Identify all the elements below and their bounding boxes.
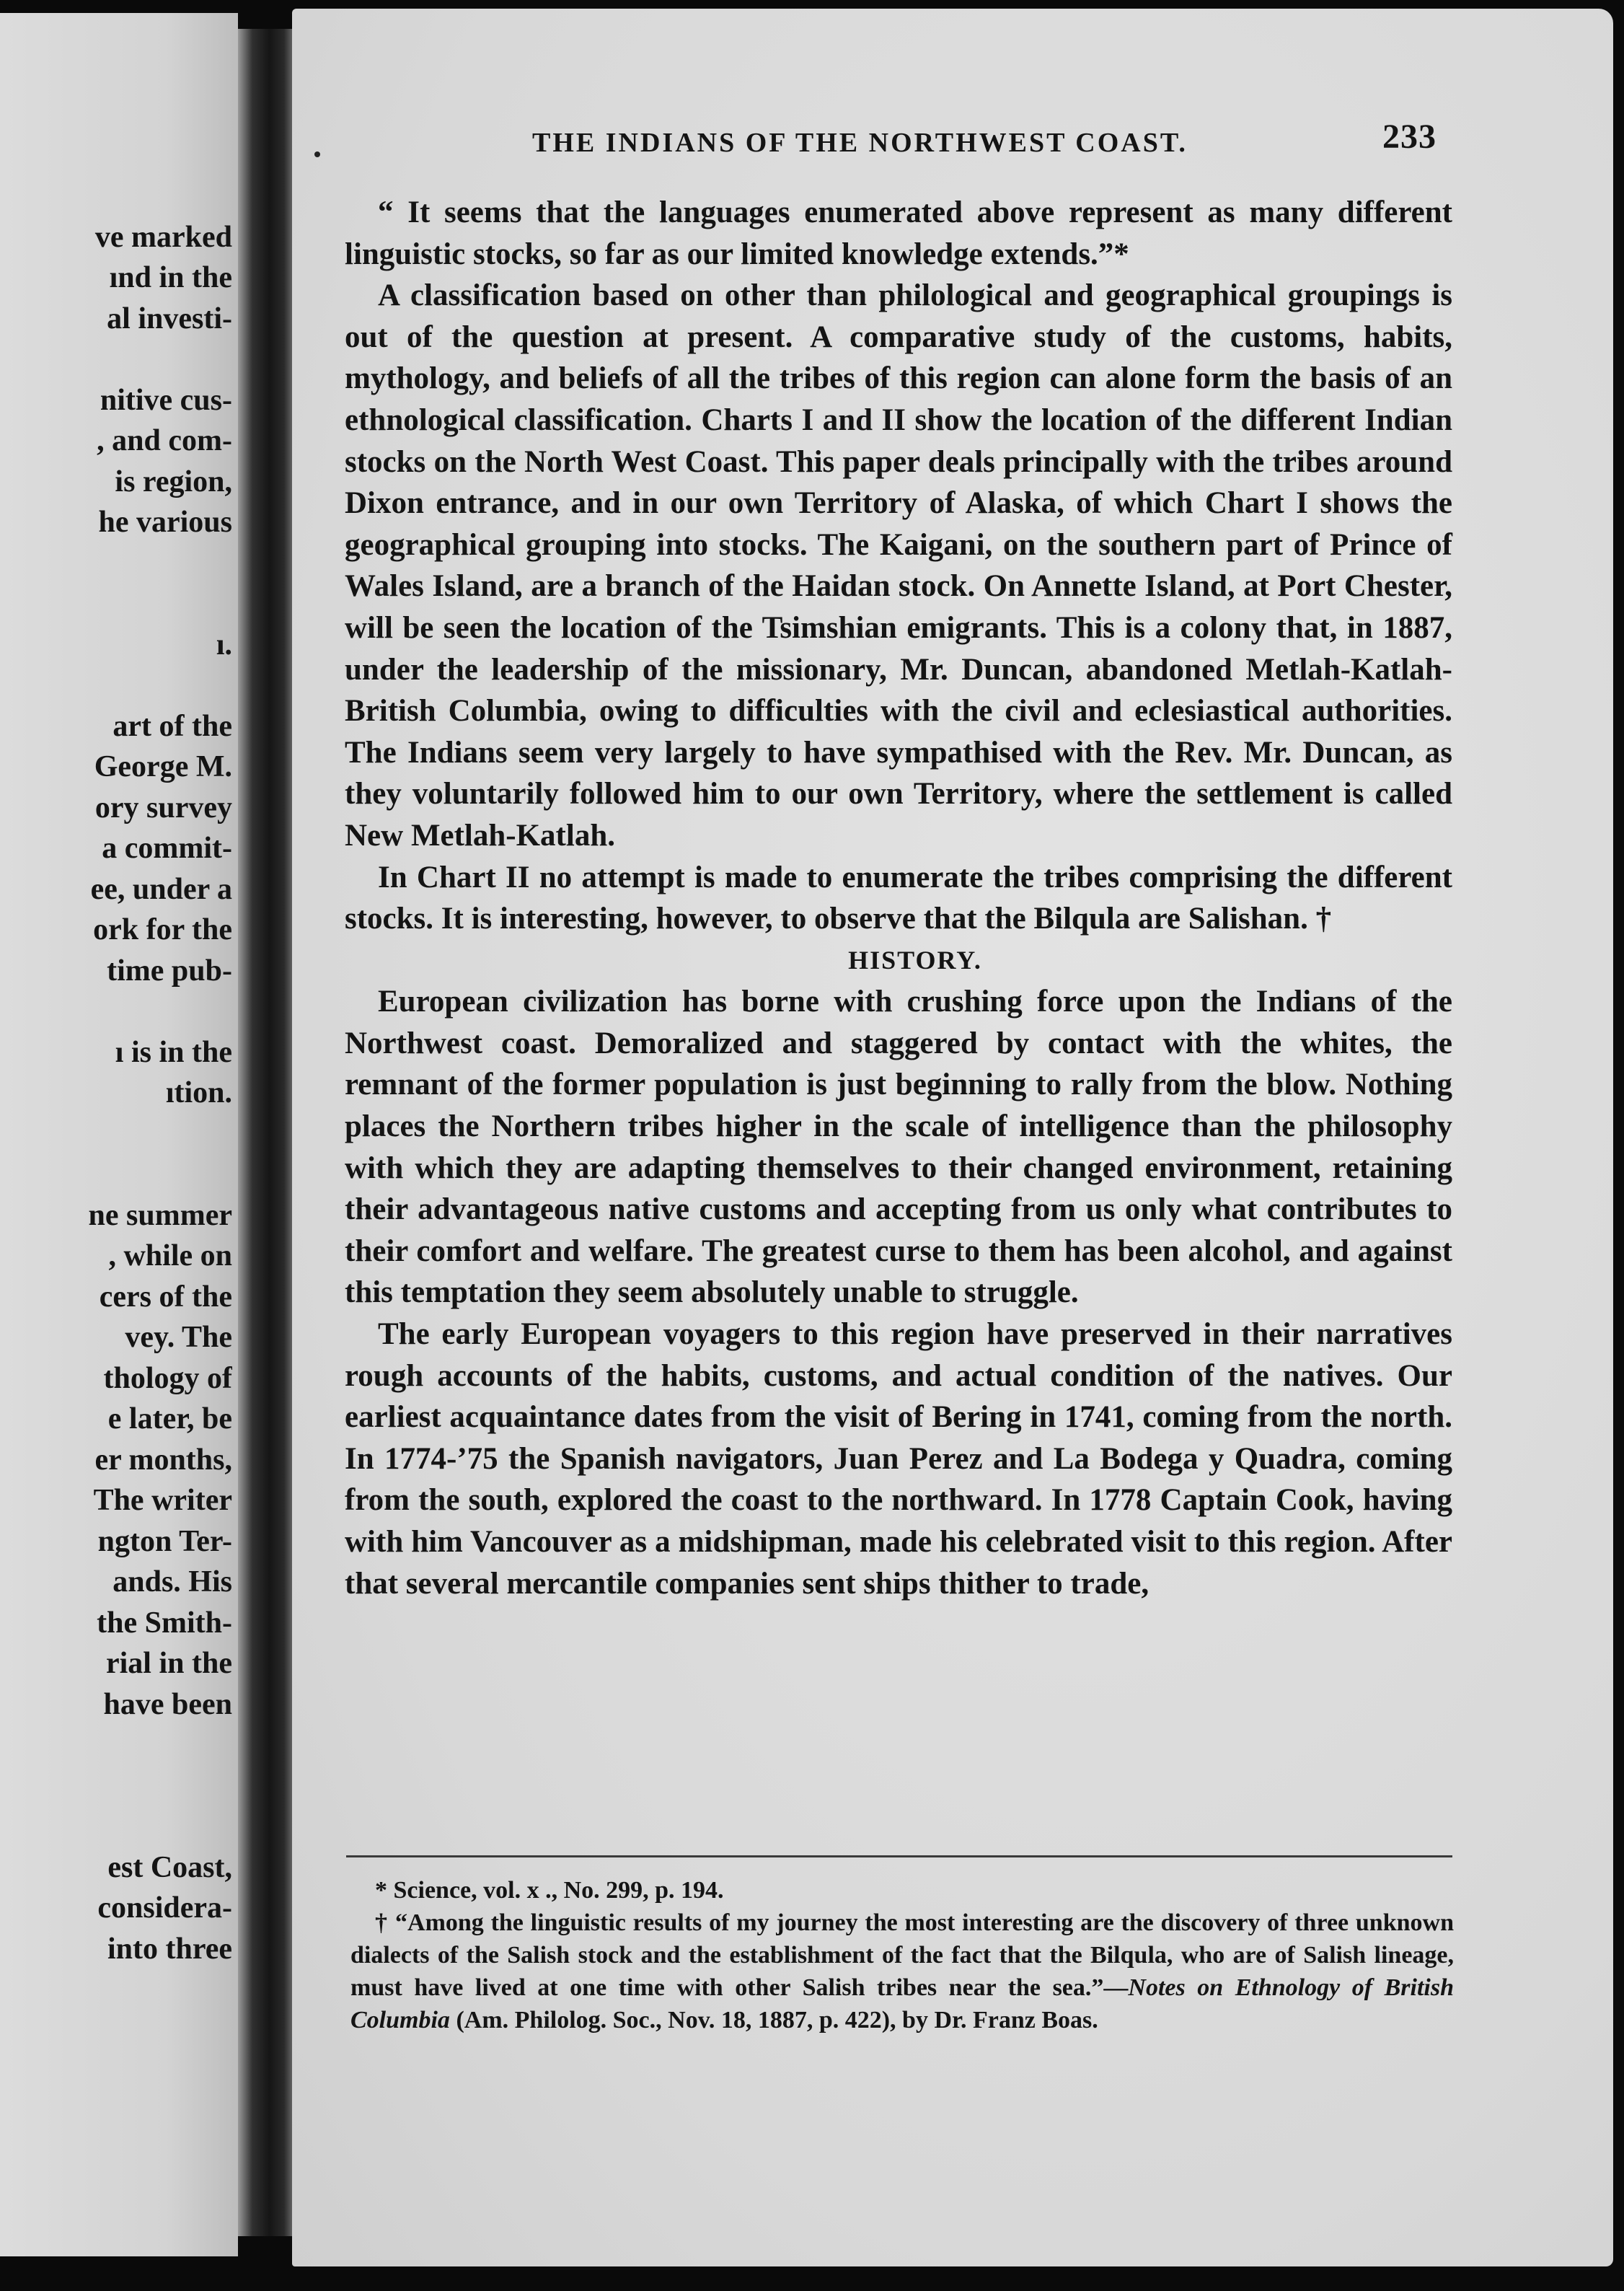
left-page-line: a commit- (102, 832, 232, 865)
page-number: 233 (1382, 118, 1437, 156)
footnote-rule (346, 1855, 1452, 1857)
left-page-line (0, 13, 232, 54)
left-page-line: considera- (97, 1891, 232, 1925)
left-page-line (0, 1766, 232, 1807)
left-page-line (0, 54, 232, 95)
left-page-line: cers of the (99, 1280, 232, 1314)
main-text (345, 192, 1452, 1604)
footnotes (350, 1874, 1454, 2036)
left-page-line: art of the (112, 709, 232, 743)
left-page-line: e later, be (107, 1402, 232, 1435)
left-page-line: er months, (94, 1443, 232, 1477)
footnote-boas-title: Notes on Ethnology of British Columbia (350, 1974, 1455, 2033)
left-page-fragment (0, 13, 238, 2256)
left-page-line: have been (103, 1687, 232, 1721)
paragraph-chart-ii: In Chart II no attempt is made to enumerate the tribes comprising the different stocks. It is interesting, however, to observe that the Bilqula are Salishan. † (345, 860, 1452, 936)
left-page-text (0, 13, 238, 1969)
left-page-line (0, 584, 232, 625)
left-page-line: ınd in the (109, 261, 232, 294)
left-page-line (0, 991, 232, 1032)
paragraph-civilization: European civilization has borne with crushing force upon the Indians of the Northwest coast. Demoralized and staggered by contact with the whites, the remnant of the former population is just beginning to rally from the blow. Nothing places the Northern tribes higher in the scale of intelligence than the philosophy with which they are adapting themselves to their changed environment, retaining their advantageous native customs and accepting from us only what contributes to their comfort and welfare. The greatest curse to them has been alcohol, and against this temptation they seem absolutely unable to struggle. (345, 985, 1452, 1310)
left-page-line (0, 94, 232, 136)
book-gutter (238, 29, 296, 2236)
left-page-line (0, 1154, 232, 1195)
left-page-line: est Coast, (107, 1850, 232, 1884)
left-page-line (0, 1114, 232, 1155)
left-page-line: , and com- (97, 424, 232, 457)
left-page-line: ı is in the (115, 1035, 232, 1069)
left-page-line: time pub- (107, 954, 232, 988)
left-page-line: ve marked (94, 220, 232, 254)
left-page-line: al investi- (107, 302, 232, 335)
paragraph-voyagers: The early European voyagers to this region have preserved in their narratives rough accounts of the habits, customs, and actual condition of the natives. Our earliest acquaintance dates from the visit of Bering in 1741, coming from the north. In 1774-’75 the Spanish navigators, Juan Perez and La Bodega y Quadra, coming from the south, explored the coast to the northward. In 1778 Captain Cook, having with him Vancouver as a midshipman, made his celebrated visit to this region. After that several mercantile companies sent ships thither to trade, (345, 1317, 1452, 1601)
left-page-line: vey. The (125, 1321, 232, 1354)
paragraph-quote: “ It seems that the languages enumerated above represent as many different linguistic stocks, so far as our limited knowledge extends.”* (345, 195, 1452, 271)
left-page-line: nitive cus- (100, 383, 232, 417)
left-page-line (0, 1806, 232, 1847)
left-page-line: the Smith- (97, 1606, 232, 1640)
footnote-boas (350, 1907, 1454, 2036)
left-page-line: he various (98, 506, 232, 539)
left-page-line: George M. (94, 750, 232, 783)
left-page-line: ork for the (93, 913, 232, 946)
left-page-line (0, 176, 232, 217)
paragraph-classification: A classification based on other than philological and geographical groupings is out of the question at present. A comparative study of the customs, habits, mythology, and beliefs of all the tribes of this region can alone form the basis of an ethnological classification. Charts I and II show the location of the different Indian stocks on the North West Coast. This paper deals principally with the tribes around Dixon entrance, and in our own Territory of Alaska, of which Chart I shows the geographical grouping into stocks. The Kaigani, on the southern part of Prince of Wales Island, are a branch of the Haidan stock. On Annette Island, at Port Chester, will be seen the location of the Tsimshian emigrants. This is a colony that, in 1887, under the leadership of the missionary, Mr. Duncan, abandoned Metlah-Katlah-British Columbia, owing to difficulties with the civil and eclesiastical authorities. The Indians seem very largely to have sympathised with the Rev. Mr. Duncan, as they voluntarily followed him to our own Territory, where the settlement is called New Metlah-Katlah. (345, 278, 1452, 853)
left-page-line (0, 136, 232, 177)
section-heading: HISTORY. (848, 945, 982, 975)
running-header (238, 118, 1437, 166)
left-page-line: thology of (103, 1361, 232, 1395)
left-page-line: ory survey (94, 791, 232, 825)
left-page-line: , while on (108, 1239, 232, 1272)
left-page-line: is region, (115, 465, 232, 498)
left-page-line: rial in the (106, 1647, 232, 1680)
left-page-line: ands. His (112, 1565, 232, 1599)
left-page-line: into three (107, 1932, 232, 1966)
left-page-line (0, 543, 232, 584)
left-page-line: ee, under a (90, 872, 232, 906)
left-page-line: The writer (93, 1484, 232, 1517)
footnote-boas-end: (Am. Philolog. Soc., Nov. 18, 1887, p. 422), by Dr. Franz Boas. (449, 2007, 1098, 2033)
running-title: THE INDIANS OF THE NORTHWEST COAST. (532, 128, 1188, 158)
left-page-line: ne summer (88, 1198, 232, 1232)
left-page-line: ngton Ter- (97, 1524, 232, 1558)
footnote-boas-start: † “Among the linguistic results of my journey the most interesting are the discovery of three unknown dialects of the Salish stock and the establishment of the fact that the Bilqula, who are of Salish lineage, must have lived at one time with other Salish tribes near the sea.”— (350, 1909, 1454, 2001)
left-page-line (0, 665, 232, 706)
left-page-line (0, 1725, 232, 1766)
footnote-science: * Science, vol. x ., No. 299, p. 194. (375, 1877, 724, 1904)
left-page-line (0, 339, 232, 380)
left-page-line: ıtion. (165, 1076, 232, 1109)
left-page-line: ı. (216, 628, 232, 661)
